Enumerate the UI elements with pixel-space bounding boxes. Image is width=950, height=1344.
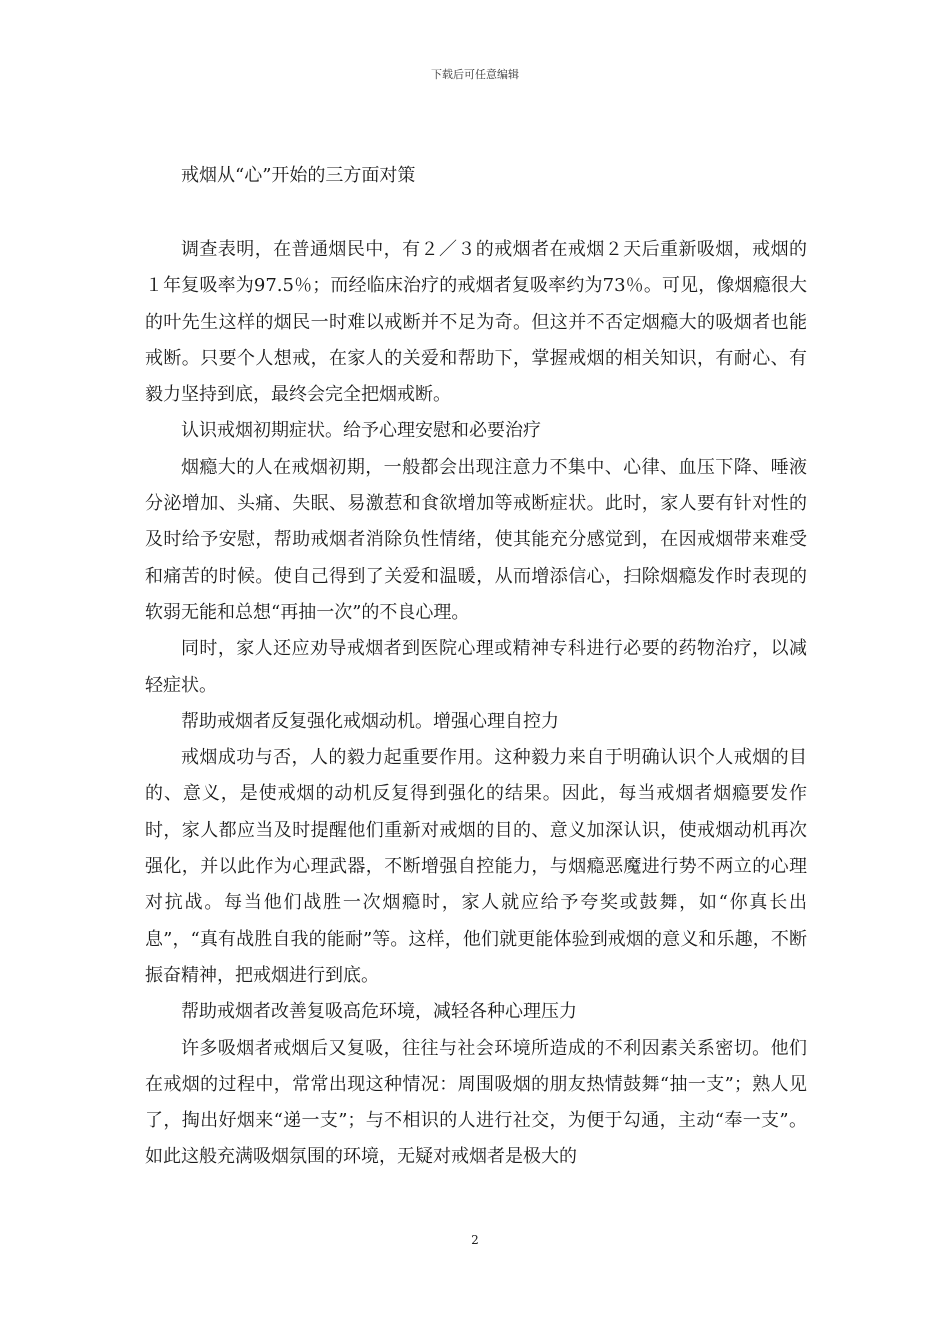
section-heading-motivation: 帮助戒烟者反复强化戒烟动机。增强心理自控力: [181, 710, 559, 732]
paragraph-survey-intro: 调查表明，在普通烟民中，有２／３的戒烟者在戒烟２天后重新吸烟，戒烟的１年复吸率为97.5％；而经临床治疗的戒烟者复吸率约为73％。可见，像烟瘾很大的叶先生这样的烟民一时难以戒断并不足为奇。但这并不否定烟瘾大的吸烟者也能戒断。只要个人想戒，在家人的关爱和帮助下，掌握戒烟的相关知识，有耐心、有毅力坚持到底，最终会完全把烟戒断。: [145, 239, 807, 406]
page-number: 2: [471, 1233, 479, 1247]
paragraph-initial-symptoms: 烟瘾大的人在戒烟初期，一般都会出现注意力不集中、心律、血压下降、唾液分泌增加、头痛、失眠、易激惹和食欲增加等戒断症状。此时，家人要有针对性的及时给予安慰，帮助戒烟者消除负性情绪，使其能充分感觉到，在因戒烟带来难受和痛苦的时候。使自己得到了关爱和温暖，从而增添信心，扫除烟瘾发作时表现的软弱无能和总想“再抽一次”的不良心理。: [145, 456, 807, 623]
document-body: [145, 232, 807, 1176]
section-heading-initial-symptoms: 认识戒烟初期症状。给予心理安慰和必要治疗: [181, 420, 541, 442]
page-header-note: 下载后可任意编辑: [431, 68, 519, 81]
paragraph-motivation: 戒烟成功与否，人的毅力起重要作用。这种毅力来自于明确认识个人戒烟的目的、意义，是使戒烟的动机反复得到强化的结果。因此，每当戒烟者烟瘾要发作时，家人都应当及时提醒他们重新对戒烟的目的、意义加深认识，使戒烟动机再次强化，并以此作为心理武器，不断增强自控能力，与烟瘾恶魔进行势不两立的心理对抗战。每当他们战胜一次烟瘾时，家人就应给予夸奖或鼓舞，如“你真长出息”，“真有战胜自我的能耐”等。这样，他们就更能体验到戒烟的意义和乐趣，不断振奋精神，把戒烟进行到底。: [145, 747, 807, 986]
section-heading-environment: 帮助戒烟者改善复吸高危环境，减轻各种心理压力: [181, 1001, 577, 1023]
paragraph-environment: 许多吸烟者戒烟后又复吸，往往与社会环境所造成的不利因素关系密切。他们在戒烟的过程中，常常出现这种情况：周围吸烟的朋友热情鼓舞“抽一支”；熟人见了，掏出好烟来“递一支”；与不相识的人进行社交，为便于勾通，主动“奉一支”。如此这般充满吸烟氛围的环境，无疑对戒烟者是极大的: [145, 1037, 807, 1168]
paragraph-medical-treatment: 同时，家人还应劝导戒烟者到医院心理或精神专科进行必要的药物治疗，以减轻症状。: [145, 638, 807, 696]
document-title: 戒烟从“心”开始的三方面对策: [181, 165, 416, 186]
